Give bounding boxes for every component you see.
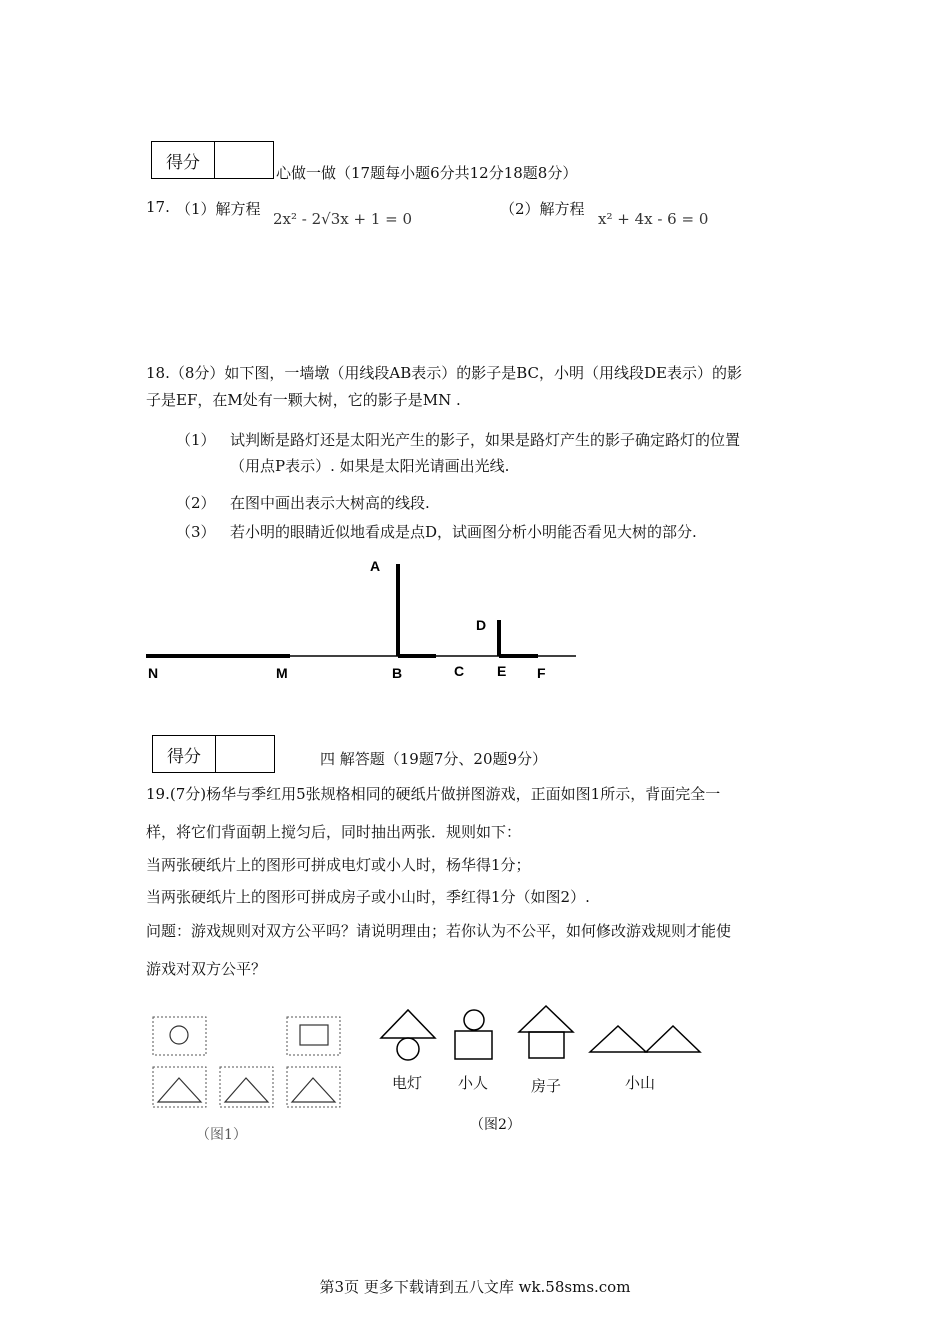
score-label: 得分 (153, 736, 216, 772)
q19-line2: 样，将它们背面朝上搅匀后，同时抽出两张．规则如下： (146, 823, 522, 841)
q17-number: 17. (146, 198, 170, 216)
q17-part2-equation: x² + 4x - 6 = 0 (598, 210, 709, 228)
figure1-caption: （图1） (196, 1127, 247, 1143)
label-person: 小人 (458, 1074, 489, 1092)
shape-lamp (381, 1010, 435, 1060)
q18-stem-line2: 子是EF，在M处有一颗大树，它的影子是MN . (146, 391, 461, 409)
q17-part1-equation: 2x² - 2√3x + 1 = 0 (273, 210, 413, 228)
shadow-figure (142, 548, 582, 688)
q18-item1-text: 试判断是路灯还是太阳光产生的影子，如果是路灯产生的影子确定路灯的位置 (230, 431, 741, 449)
figure2-caption: （图2） (470, 1117, 521, 1133)
q19-line4: 当两张硬纸片上的图形可拼成房子或小山时，季红得1分（如图2）. (146, 888, 590, 906)
q19-line6: 游戏对双方公平？ (146, 960, 267, 978)
label-F: F (537, 665, 546, 681)
q18-item3-text: 若小明的眼睛近似地看成是点D，试画图分析小明能否看见大树的部分. (230, 523, 697, 541)
shape-house (519, 1006, 573, 1058)
q18-stem-line1: 18.（8分）如下图，一墙墩（用线段AB表示）的影子是BC，小明（用线段DE表示）的影 (146, 364, 743, 382)
q19-line3: 当两张硬纸片上的图形可拼成电灯或小人时，杨华得1分； (146, 856, 531, 874)
label-N: N (148, 665, 159, 681)
label-C: C (454, 663, 465, 679)
score-label: 得分 (152, 142, 215, 178)
q18-item1-text2: （用点P表示）. 如果是太阳光请画出光线. (230, 457, 510, 475)
label-A: A (370, 558, 381, 574)
label-house: 房子 (531, 1077, 562, 1095)
figure1-cards (150, 1014, 350, 1114)
score-box-section3 (151, 141, 274, 179)
label-D: D (476, 617, 487, 633)
score-blank[interactable] (215, 142, 273, 178)
shape-mountain (590, 1026, 700, 1052)
score-box-section4 (152, 735, 275, 773)
q17-part1-label: （1）解方程 (176, 200, 261, 218)
card-square (287, 1017, 340, 1055)
section4-title: 四 解答题（19题7分、20题9分） (320, 750, 548, 768)
shape-person (455, 1010, 492, 1059)
q19-line5: 问题：游戏规则对双方公平吗？请说明理由；若你认为不公平，如何修改游戏规则才能使 (146, 922, 732, 940)
label-lamp: 电灯 (392, 1074, 423, 1092)
card-triangle-2 (220, 1067, 273, 1107)
score-blank[interactable] (216, 736, 274, 772)
q19-line1: 19.(7分)杨华与季红用5张规格相同的硬纸片做拼图游戏，正面如图1所示，背面完全一 (146, 785, 721, 803)
figure2-shapes (378, 1004, 708, 1064)
label-E: E (497, 663, 507, 679)
label-B: B (392, 665, 403, 681)
page-footer: 第3页 更多下载请到五八文库 wk.58sms.com (319, 1278, 631, 1296)
label-M: M (276, 665, 288, 681)
card-triangle-1 (153, 1067, 206, 1107)
card-circle (153, 1017, 206, 1055)
card-triangle-3 (287, 1067, 340, 1107)
q18-item1-num: （1） (176, 431, 216, 449)
q17-part2-label: （2）解方程 (500, 200, 585, 218)
label-mountain: 小山 (625, 1074, 656, 1092)
q18-item2-num: （2） (176, 494, 216, 512)
section3-title: 心做一做（17题每小题6分共12分18题8分） (276, 164, 578, 182)
q18-item3-num: （3） (176, 523, 216, 541)
q18-item2-text: 在图中画出表示大树高的线段. (230, 494, 430, 512)
